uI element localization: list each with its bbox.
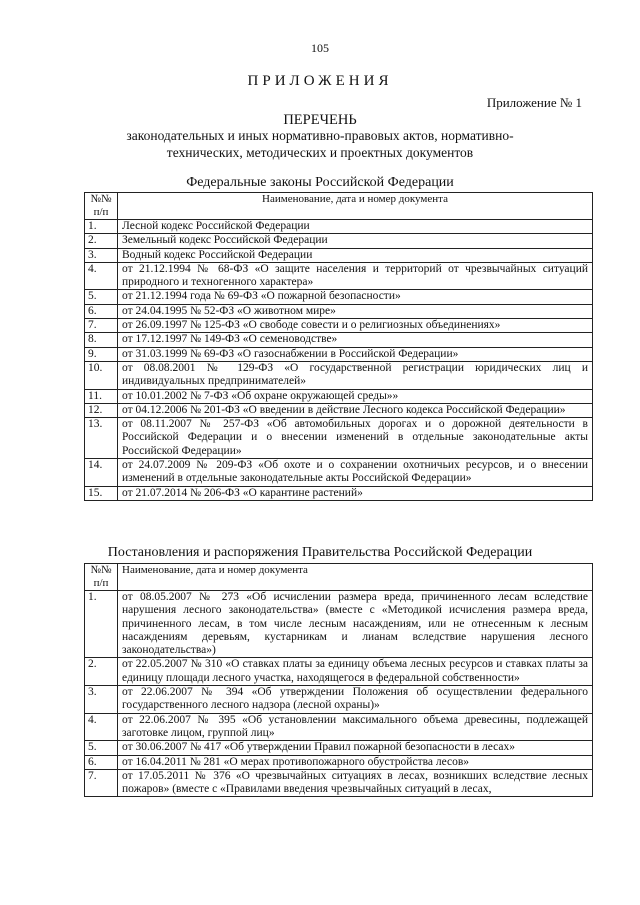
row-number: 6. bbox=[85, 755, 118, 769]
column-header-name: Наименование, дата и номер документа bbox=[118, 193, 593, 220]
table-row bbox=[85, 304, 593, 318]
table-row bbox=[85, 290, 593, 304]
row-number: 1. bbox=[85, 220, 118, 234]
document-name: от 26.09.1997 № 125-ФЗ «О свободе совести и о религиозных объединениях» bbox=[118, 319, 593, 333]
document-name: Лесной кодекс Российской Федерации bbox=[118, 220, 593, 234]
row-number: 8. bbox=[85, 333, 118, 347]
row-number: 15. bbox=[85, 486, 118, 500]
row-number: 11. bbox=[85, 389, 118, 403]
row-number: 4. bbox=[85, 262, 118, 290]
document-name: от 17.12.1997 № 149-ФЗ «О семеноводстве» bbox=[118, 333, 593, 347]
document-name: от 08.05.2007 № 273 «Об исчислении размера вреда, причиненного лесам вследствие нарушения лесного законодательства» (вместе с «Методикой исчисления размера вреда, причиненного лесам, в том числе лесным насаждениям, или не отнесенным к лесным насаждениям деревьям, кустарникам и лианам вследствие нарушения лесного законодательства») bbox=[118, 591, 593, 658]
table-row bbox=[85, 361, 593, 389]
appendix-label: Приложение № 1 bbox=[486, 95, 582, 110]
table-header-row bbox=[85, 193, 593, 220]
table-row bbox=[85, 248, 593, 262]
document-name: от 10.01.2002 № 7-ФЗ «Об охране окружающей среды»» bbox=[118, 389, 593, 403]
row-number: 6. bbox=[85, 304, 118, 318]
table-row bbox=[85, 741, 593, 755]
document-name: от 22.05.2007 № 310 «О ставках платы за единицу объема лесных ресурсов и ставках платы за единицу площади лесного участка, находящегося в федеральной собственности» bbox=[118, 658, 593, 686]
document-name: от 21.12.1994 № 68-ФЗ «О защите населения и территорий от чрезвычайных ситуаций природного и техногенного характера» bbox=[118, 262, 593, 290]
section-title-government-decrees: Постановления и распоряжения Правительства Российской Федерации bbox=[107, 545, 533, 560]
table-row bbox=[85, 220, 593, 234]
document-name: от 24.04.1995 № 52-ФЗ «О животном мире» bbox=[118, 304, 593, 318]
document-name: Земельный кодекс Российской Федерации bbox=[118, 234, 593, 248]
row-number: 3. bbox=[85, 248, 118, 262]
document-name: от 21.07.2014 № 206-ФЗ «О карантине растений» bbox=[118, 486, 593, 500]
table-row bbox=[85, 486, 593, 500]
list-subtitle: законодательных и иных нормативно-правовых актов, нормативно-технических, методических и проектных документов bbox=[126, 128, 514, 160]
document-name: от 17.05.2011 № 376 «О чрезвычайных ситуациях в лесах, возникших вследствие лесных пожаров» (вместе с «Правилами введения чрезвычайных ситуаций в лесах, bbox=[118, 769, 593, 797]
table-header-row bbox=[85, 564, 593, 591]
government-decrees-table bbox=[84, 563, 593, 797]
table-row bbox=[85, 389, 593, 403]
row-number: 2. bbox=[85, 658, 118, 686]
document-name: Водный кодекс Российской Федерации bbox=[118, 248, 593, 262]
document-name: от 16.04.2011 № 281 «О мерах противопожарного обустройства лесов» bbox=[118, 755, 593, 769]
document-name: от 08.08.2001 № 129-ФЗ «О государственной регистрации юридических лиц и индивидуальных предпринимателей» bbox=[118, 361, 593, 389]
section-title-federal-laws: Федеральные законы Российской Федерации bbox=[186, 175, 454, 190]
row-number: 9. bbox=[85, 347, 118, 361]
table-row bbox=[85, 403, 593, 417]
table-row bbox=[85, 333, 593, 347]
table-row bbox=[85, 686, 593, 714]
table-row bbox=[85, 262, 593, 290]
document-name: от 22.06.2007 № 394 «Об утверждении Положения об осуществлении федерального государственного лесного надзора (лесной охраны)» bbox=[118, 686, 593, 714]
document-name: от 21.12.1994 года № 69-ФЗ «О пожарной безопасности» bbox=[118, 290, 593, 304]
appendices-heading: ПРИЛОЖЕНИЯ bbox=[247, 73, 393, 89]
document-name: от 22.06.2007 № 395 «Об установлении максимального объема древесины, подлежащей заготовке лицом, группой лиц» bbox=[118, 713, 593, 741]
document-name: от 08.11.2007 № 257-ФЗ «Об автомобильных дорогах и о дорожной деятельности в Российской Федерации и о внесении изменений в отдельные законодательные акты Российской Федерации» bbox=[118, 418, 593, 459]
document-name: от 24.07.2009 № 209-ФЗ «Об охоте и о сохранении охотничьих ресурсов, и о внесении изменений в отдельные законодательные акты Российской Федерации» bbox=[118, 459, 593, 487]
table-row bbox=[85, 658, 593, 686]
row-number: 4. bbox=[85, 713, 118, 741]
federal-laws-table bbox=[84, 192, 593, 501]
column-header-number: №№ п/п bbox=[85, 564, 118, 591]
table-row bbox=[85, 769, 593, 797]
column-header-number: №№ п/п bbox=[85, 193, 118, 220]
row-number: 2. bbox=[85, 234, 118, 248]
table-row bbox=[85, 347, 593, 361]
row-number: 14. bbox=[85, 459, 118, 487]
row-number: 3. bbox=[85, 686, 118, 714]
row-number: 10. bbox=[85, 361, 118, 389]
page-number: 105 bbox=[311, 41, 329, 55]
column-header-name: Наименование, дата и номер документа bbox=[118, 564, 593, 591]
row-number: 1. bbox=[85, 591, 118, 658]
row-number: 5. bbox=[85, 290, 118, 304]
row-number: 13. bbox=[85, 418, 118, 459]
table-row bbox=[85, 591, 593, 658]
list-title: ПЕРЕЧЕНЬ bbox=[283, 112, 357, 128]
document-name: от 31.03.1999 № 69-ФЗ «О газоснабжении в Российской Федерации» bbox=[118, 347, 593, 361]
table-row bbox=[85, 418, 593, 459]
table-row bbox=[85, 459, 593, 487]
document-name: от 30.06.2007 № 417 «Об утверждении Правил пожарной безопасности в лесах» bbox=[118, 741, 593, 755]
row-number: 12. bbox=[85, 403, 118, 417]
table-row bbox=[85, 319, 593, 333]
document-name: от 04.12.2006 № 201-ФЗ «О введении в действие Лесного кодекса Российской Федерации» bbox=[118, 403, 593, 417]
table-row bbox=[85, 755, 593, 769]
table-row bbox=[85, 234, 593, 248]
row-number: 7. bbox=[85, 769, 118, 797]
row-number: 5. bbox=[85, 741, 118, 755]
table-row bbox=[85, 713, 593, 741]
row-number: 7. bbox=[85, 319, 118, 333]
